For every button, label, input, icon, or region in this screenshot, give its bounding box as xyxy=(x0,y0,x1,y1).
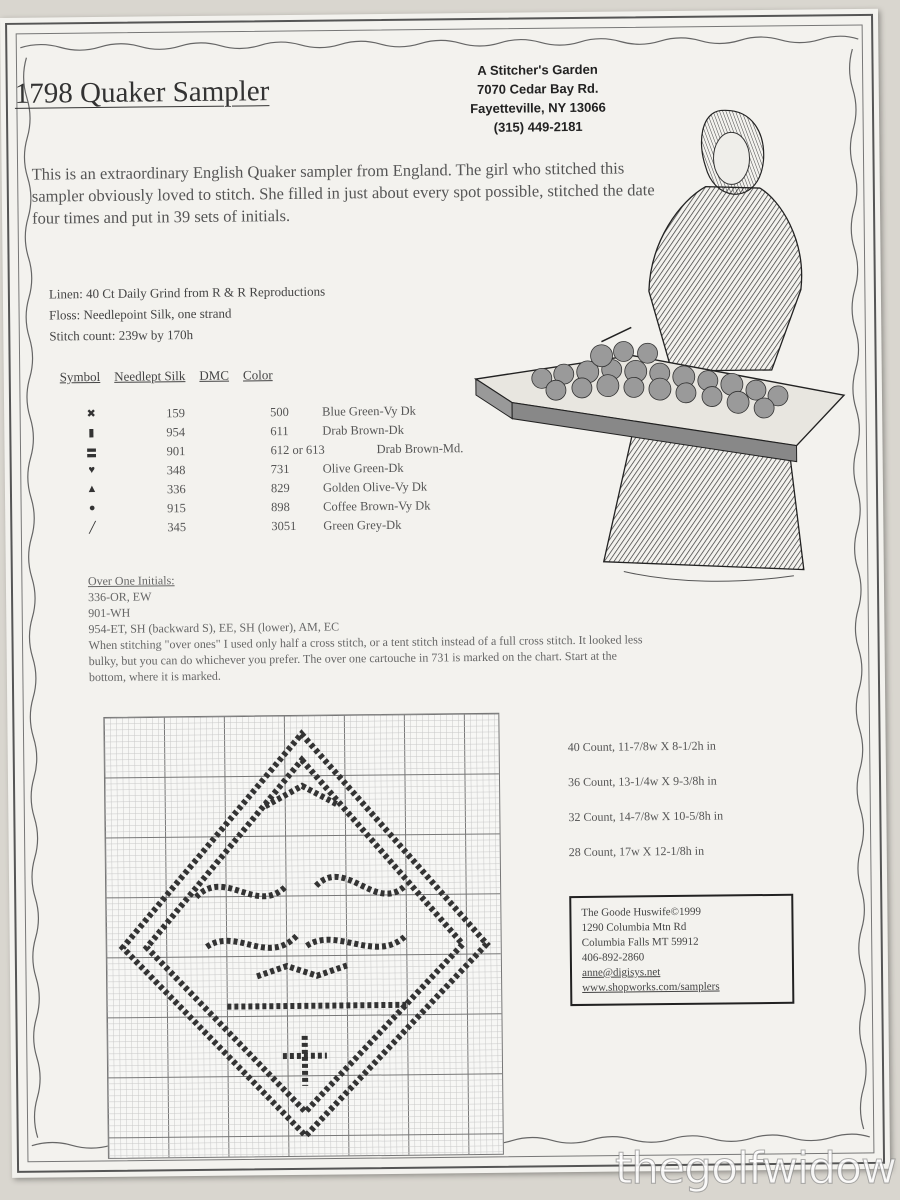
designer-web-link[interactable]: www.shopworks.com/samplers xyxy=(582,980,720,994)
chart-grid-line xyxy=(106,828,500,832)
chart-grid-line xyxy=(108,1020,502,1024)
designer-city: Columbia Falls MT 59912 xyxy=(581,935,699,949)
chart-grid-line xyxy=(107,936,501,940)
chart-grid-line xyxy=(105,816,499,820)
chart-grid-line xyxy=(108,1098,502,1102)
materials-specs xyxy=(49,279,470,346)
linen-spec: Linen: 40 Ct Daily Grind from R & R Reproductions xyxy=(48,283,326,302)
silk-number: 901 xyxy=(166,444,186,459)
chart-grid-line xyxy=(108,1086,502,1090)
chart-grid-line xyxy=(109,1128,503,1132)
color-name: Olive Green-Dk xyxy=(322,460,404,476)
dmc-number: 898 xyxy=(271,499,290,515)
designer-email-link[interactable]: anne@digisys.net xyxy=(581,966,661,979)
designer-street: 1290 Columbia Mtn Rd xyxy=(581,920,687,934)
chart-grid-line xyxy=(106,840,500,844)
chart-grid-line xyxy=(105,822,499,826)
chart-grid-line xyxy=(106,864,500,868)
watermark-text: thegolfwidow xyxy=(614,1143,896,1194)
chart-grid-line xyxy=(107,1014,501,1018)
header-color: Color xyxy=(242,367,273,383)
over-one-initials xyxy=(88,567,649,685)
chart-grid-line xyxy=(105,768,499,772)
chart-grid-line xyxy=(108,1110,502,1114)
chart-grid-line xyxy=(106,846,500,850)
shop-phone: (315) 449-2181 xyxy=(493,118,583,135)
header-symbol: Symbol xyxy=(59,368,101,385)
chart-grid-line xyxy=(106,834,500,838)
designer-info-box xyxy=(569,894,794,1006)
silk-number: 348 xyxy=(166,463,186,478)
bar-symbol-icon: ▮ xyxy=(88,427,95,440)
dmc-number: 500 xyxy=(270,404,289,420)
chart-grid-line xyxy=(107,954,501,958)
sampler-chart-preview xyxy=(103,713,504,1159)
silk-number: 954 xyxy=(166,425,186,440)
shop-street: 7070 Cedar Bay Rd. xyxy=(476,80,599,98)
chart-grid-line xyxy=(106,870,500,874)
shop-city: Fayetteville, NY 13066 xyxy=(470,99,606,117)
header-silk: Needlept Silk xyxy=(114,368,186,384)
count-size: 28 Count, 17w X 12-1/8h in xyxy=(568,843,705,860)
slash-symbol-icon: ╱ xyxy=(88,522,96,535)
silk-number: 345 xyxy=(167,520,187,535)
shop-name: A Stitcher's Garden xyxy=(477,61,598,79)
chart-grid-line xyxy=(109,1146,503,1150)
floss-spec: Floss: Needlepoint Silk, one strand xyxy=(49,305,232,323)
chart-grid-line xyxy=(107,930,501,934)
header-dmc: DMC xyxy=(199,367,230,383)
chart-grid-line xyxy=(107,960,501,964)
chart-grid-line xyxy=(107,978,501,982)
chart-grid-line xyxy=(109,1122,503,1126)
silk-number: 336 xyxy=(166,482,186,497)
chart-grid-line xyxy=(106,852,500,856)
dmc-number: 612 or 613 xyxy=(270,442,325,458)
chart-grid-line xyxy=(107,984,501,988)
color-name: Drab Brown-Md. xyxy=(376,441,464,457)
chart-grid-line xyxy=(107,1002,501,1006)
chart-grid-line xyxy=(105,744,499,748)
color-name: Golden Olive-Vy Dk xyxy=(322,479,428,495)
silk-number: 915 xyxy=(167,501,186,516)
initials-line: 901-WH xyxy=(88,605,131,621)
double-dash-symbol-icon: 〓 xyxy=(86,448,98,461)
chart-grid-line xyxy=(104,720,498,724)
chart-grid-line xyxy=(106,906,500,910)
count-size: 40 Count, 11-7/8w X 8-1/2h in xyxy=(567,738,716,755)
color-name: Coffee Brown-Vy Dk xyxy=(323,498,431,514)
color-key-header xyxy=(60,366,380,385)
chart-grid-line xyxy=(105,798,499,802)
chart-grid-line xyxy=(105,804,499,808)
page-title: 1798 Quaker Sampler xyxy=(14,75,270,110)
chart-grid-line xyxy=(107,942,501,946)
chart-grid-line xyxy=(109,1116,503,1120)
chart-grid xyxy=(104,714,503,1158)
circle-symbol-icon: ● xyxy=(88,502,96,515)
x-symbol-icon: ✖ xyxy=(86,408,96,421)
color-key-table xyxy=(84,403,525,541)
initials-note: When stitching "over ones" I used only half a cross stitch, or a tent stitch instead of a full cross stitch. It looked less bulky, but you can do whichever you prefer. The over one cartouche in 731 is marked on the chart. Start at the bottom, where it is marked. xyxy=(88,632,643,685)
chart-grid-line xyxy=(105,774,499,778)
initials-line: 336-OR, EW xyxy=(87,589,152,605)
designer-name: The Goode Huswife©1999 xyxy=(581,905,702,919)
dmc-number: 731 xyxy=(270,461,290,477)
chart-grid-line xyxy=(107,948,501,952)
initials-heading: Over One Initials: xyxy=(87,573,175,589)
chart-grid-line xyxy=(107,996,501,1000)
chart-grid-line xyxy=(108,1092,502,1096)
chart-grid-line xyxy=(105,810,499,814)
stitch-count-spec: Stitch count: 239w by 170h xyxy=(49,326,194,344)
designer-phone: 406-892-2860 xyxy=(581,951,645,964)
chart-grid-line xyxy=(108,1032,502,1036)
chart-grid-line xyxy=(108,1104,502,1108)
dmc-number: 611 xyxy=(270,424,289,439)
count-size: 36 Count, 13-1/4w X 9-3/8h in xyxy=(567,773,717,790)
color-name: Blue Green-Vy Dk xyxy=(322,403,416,419)
intro-paragraph: This is an extraordinary English Quaker sampler from England. The girl who stitched this sampler obviously loved to stitch. She filled in just about every spot possible, stitched the date four times and put in 39 sets of initials. xyxy=(31,158,655,228)
chart-grid-line xyxy=(106,882,500,886)
silk-number: 159 xyxy=(166,406,185,421)
finished-size-list xyxy=(568,735,849,878)
color-name: Drab Brown-Dk xyxy=(322,422,405,438)
chart-grid-line xyxy=(106,876,500,880)
heart-symbol-icon: ♥ xyxy=(88,464,96,477)
color-name: Green Grey-Dk xyxy=(323,517,402,533)
pattern-sheet xyxy=(0,9,890,1178)
triangle-symbol-icon: ▲ xyxy=(86,483,98,496)
chart-grid-line xyxy=(105,750,499,754)
chart-grid-line xyxy=(109,1140,503,1144)
dmc-number: 829 xyxy=(270,480,290,496)
chart-grid-line xyxy=(105,792,499,796)
dmc-number: 3051 xyxy=(271,518,297,534)
initials-line: 954-ET, SH (backward S), EE, SH (lower), AM, EC xyxy=(88,619,340,637)
chart-grid-line xyxy=(106,858,500,862)
chart-grid-line xyxy=(108,1026,502,1030)
chart-grid-line xyxy=(106,912,500,916)
chart-grid-line xyxy=(109,1152,503,1156)
count-size: 32 Count, 14-7/8w X 10-5/8h in xyxy=(568,808,724,825)
